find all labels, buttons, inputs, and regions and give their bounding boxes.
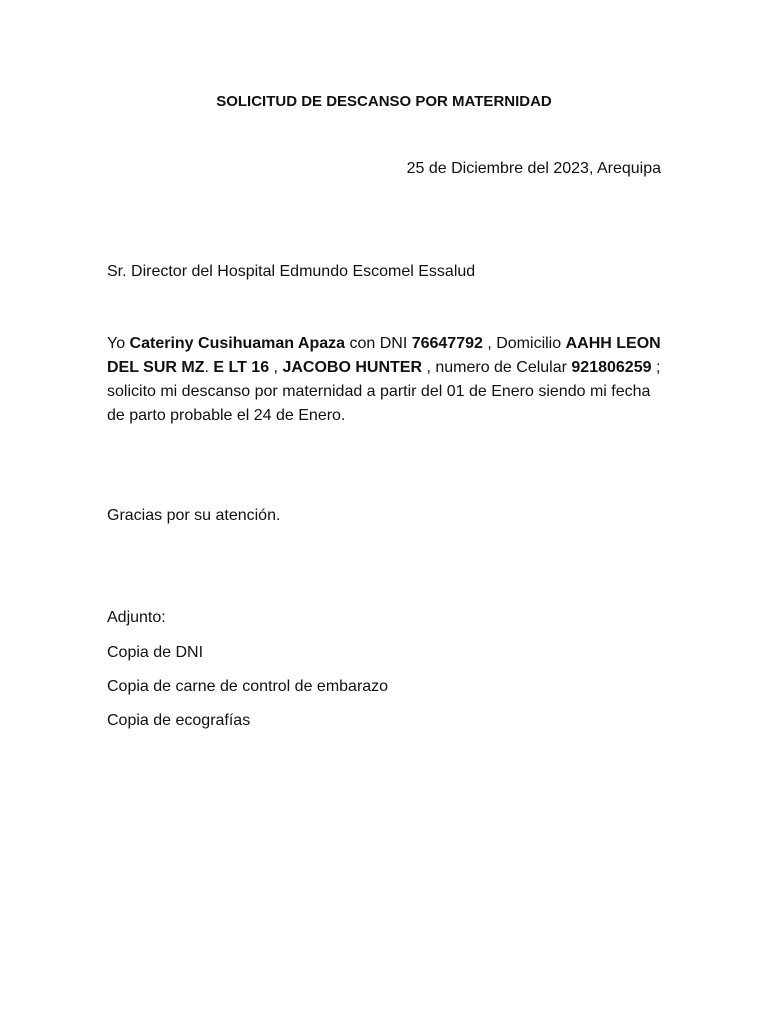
body-text-6: , numero de Celular — [422, 359, 572, 376]
body-text-1: Yo — [107, 335, 130, 352]
body-text-2: con DNI — [345, 335, 412, 352]
dni-number: 76647792 — [411, 335, 483, 352]
attachments-list — [107, 643, 388, 745]
body-text-3: , Domicilio — [482, 335, 566, 352]
applicant-name: Cateriny Cusihuaman Apaza — [129, 335, 346, 352]
recipient-line: Sr. Director del Hospital Edmundo Escomel Essalud — [107, 263, 476, 280]
body-text-5: , — [269, 359, 283, 376]
attachments-heading: Adjunto: — [107, 609, 166, 626]
address-part-2: E LT 16 — [213, 359, 270, 376]
document-title: SOLICITUD DE DESCANSO POR MATERNIDAD — [216, 93, 552, 110]
request-paragraph — [107, 332, 667, 428]
address-part-1: AAHH LEON DEL SUR MZ — [107, 335, 661, 376]
closing-line: Gracias por su atención. — [107, 507, 281, 524]
address-part-3: JACOBO HUNTER — [282, 359, 422, 376]
attachment-item: Copia de carne de control de embarazo — [107, 678, 389, 695]
attachment-item: Copia de ecografías — [107, 712, 251, 729]
body-text-7: ; solicito mi descanso por maternidad a partir del 01 de Enero siendo mi fecha de parto probable el 24 de Enero. — [107, 359, 661, 424]
phone-number: 921806259 — [571, 359, 652, 376]
date-place: 25 de Diciembre del 2023, Arequipa — [406, 160, 661, 177]
body-text-4: . — [204, 359, 214, 376]
attachment-item: Copia de DNI — [107, 644, 204, 661]
